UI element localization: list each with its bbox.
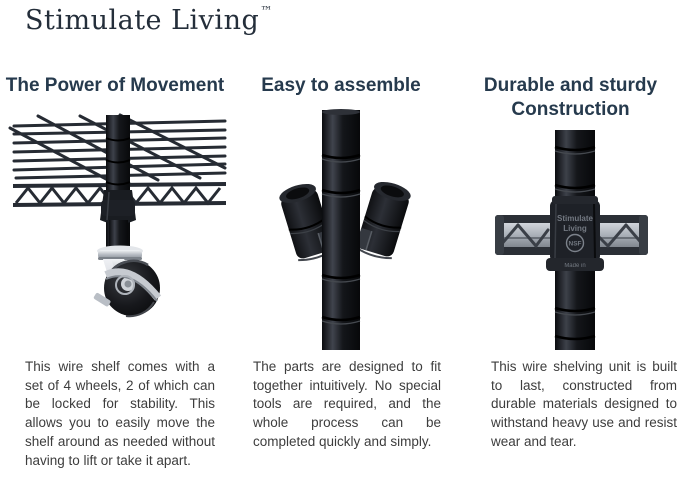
feature-heading-durable: Durable and sturdy Construction bbox=[483, 75, 658, 120]
collar-made-in-text: Made in bbox=[564, 263, 586, 269]
feature-paragraph-movement: This wire shelf comes with a set of 4 wheels, 2 of which can be locked for stability. This allows you to easily move the shelf around as needed without having to lift or take it apart. bbox=[25, 359, 215, 468]
shelf-pole bbox=[322, 109, 360, 350]
pole-collar-truss-photo bbox=[470, 130, 670, 355]
collar-brand-line2: Living bbox=[563, 224, 587, 233]
feature-heading-movement: The Power of Movement bbox=[5, 75, 225, 96]
pole-clips-illustration bbox=[250, 108, 440, 351]
caster-wheel-photo bbox=[8, 112, 228, 329]
feature-heading-assemble: Easy to assemble bbox=[261, 75, 421, 96]
pole-clips-photo bbox=[250, 108, 440, 356]
pole-collar-truss-illustration bbox=[470, 130, 670, 350]
nsf-badge-text: NSF bbox=[568, 240, 582, 248]
caster-wheel-illustration bbox=[8, 112, 228, 324]
feature-column-assemble bbox=[243, 0, 439, 490]
pole-lower-sleeve bbox=[109, 220, 128, 250]
brand-logo-text: Stimulate Living bbox=[25, 5, 260, 36]
feature-paragraph-assemble: The parts are designed to fit together intuitively. No special tools are required, and the whole process can be completed quickly and simply. bbox=[253, 359, 441, 449]
trademark-symbol: ™ bbox=[260, 4, 273, 18]
feature-paragraph-durable: This wire shelving unit is built to last, constructed from durable materials designed to withstand heavy use and resist wear and tear. bbox=[491, 359, 677, 449]
pole-joint-collar bbox=[546, 196, 604, 271]
pole-corner-collar bbox=[100, 190, 136, 224]
split-sleeve-clip-right bbox=[355, 178, 413, 261]
feature-column-movement bbox=[0, 0, 230, 490]
caster-swivel-mount bbox=[97, 246, 143, 261]
feature-column-durable bbox=[462, 0, 679, 490]
collar-brand-line1: Stimulate bbox=[556, 214, 594, 223]
